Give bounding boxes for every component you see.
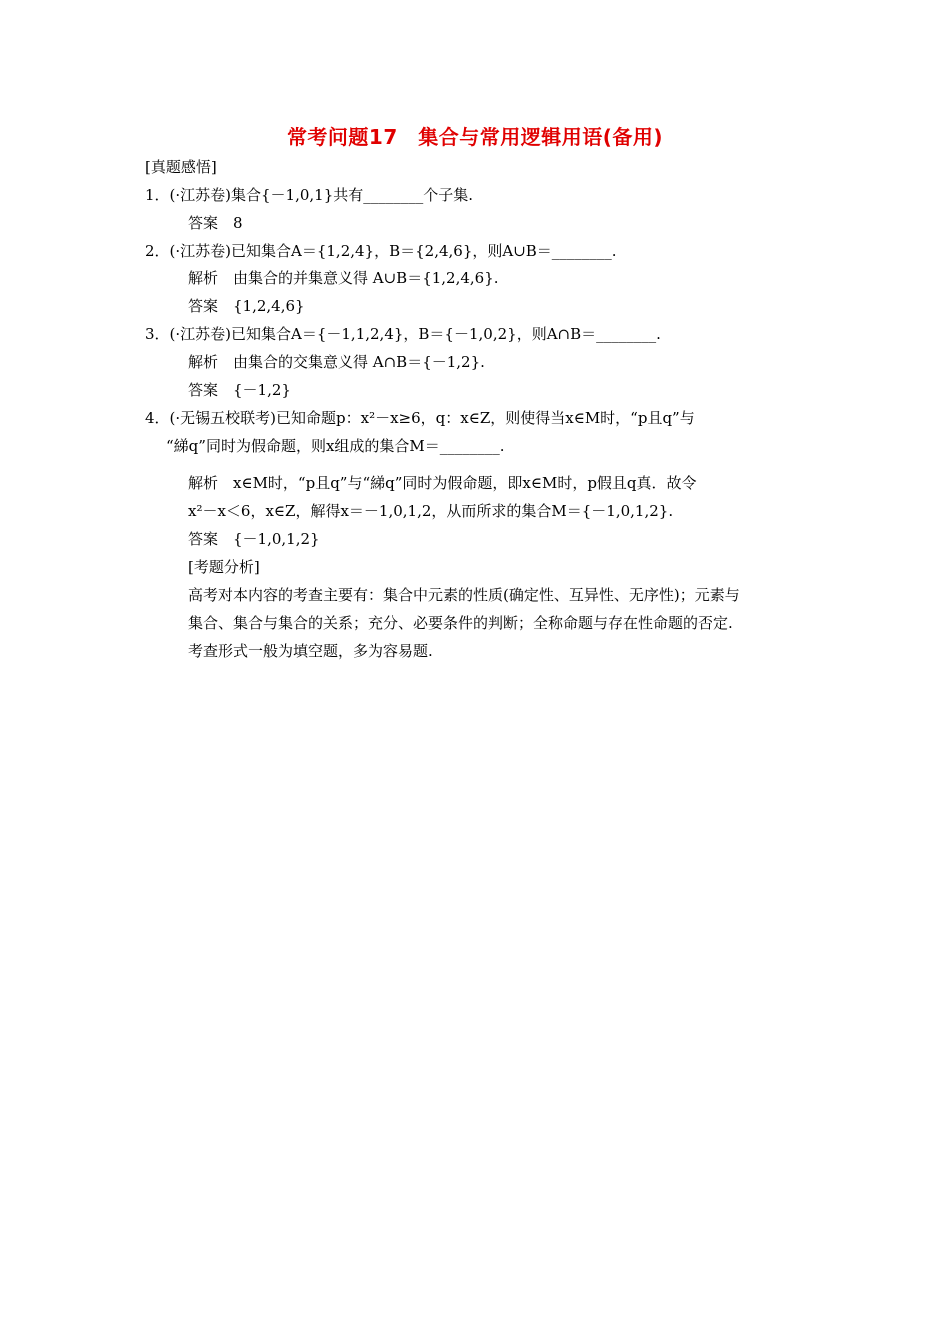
answer-3: 答案 {－1,2}	[188, 381, 291, 399]
answer-4: 答案 {－1,0,1,2}	[188, 530, 320, 548]
analysis-heading: [考题分析]	[188, 558, 260, 576]
question-3: 3．(·江苏卷)已知集合A＝{－1,1,2,4}，B＝{－1,0,2}，则A∩B＝________.	[145, 325, 661, 343]
analysis-2: 解析 由集合的并集意义得 A∪B＝{1,2,4,6}.	[188, 269, 499, 287]
analysis-paragraph-line-3: 考查形式一般为填空题，多为容易题.	[188, 642, 433, 660]
question-4-cont: “綈q”同时为假命题，则x组成的集合M＝________.	[166, 437, 505, 455]
analysis-4-line-1: 解析 x∈M时，“p且q”与“綈q”同时为假命题，即x∈M时，p假且q真．故令	[188, 474, 697, 492]
analysis-paragraph-line-1: 高考对本内容的考查主要有：集合中元素的性质(确定性、互异性、无序性)；元素与	[188, 586, 740, 604]
analysis-3: 解析 由集合的交集意义得 A∩B＝{－1,2}.	[188, 353, 485, 371]
analysis-4-line-2: x²－x＜6，x∈Z，解得x＝－1,0,1,2，从而所求的集合M＝{－1,0,1,2}.	[188, 502, 674, 520]
analysis-paragraph-line-2: 集合、集合与集合的关系；充分、必要条件的判断；全称命题与存在性命题的否定.	[188, 614, 733, 632]
question-4: 4．(·无锡五校联考)已知命题p：x²－x≥6，q：x∈Z，则使得当x∈M时，“p且q”与	[145, 409, 695, 427]
question-2: 2．(·江苏卷)已知集合A＝{1,2,4}，B＝{2,4,6}，则A∪B＝________.	[145, 242, 617, 260]
page-title: 常考问题17 集合与常用逻辑用语(备用)	[286, 125, 664, 149]
answer-1: 答案 8	[188, 214, 243, 232]
question-1: 1．(·江苏卷)集合{－1,0,1}共有________个子集.	[145, 186, 474, 204]
section-heading: [真题感悟]	[145, 158, 217, 176]
answer-2: 答案 {1,2,4,6}	[188, 297, 305, 315]
